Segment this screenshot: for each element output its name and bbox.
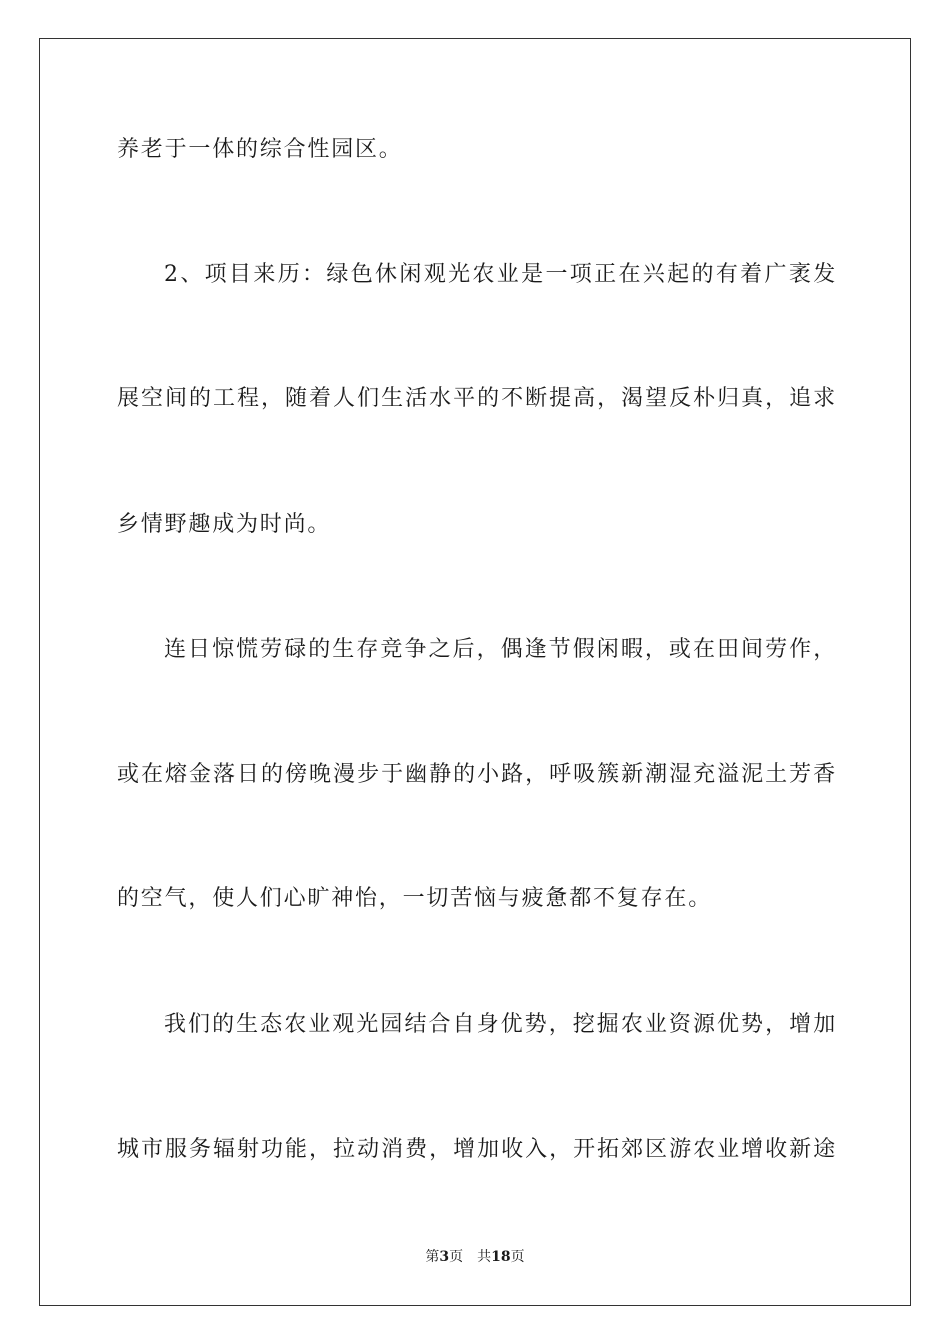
paragraph-line-3: 展空间的工程，随着人们生活水平的不断提高，渴望反朴归真，追求 [117, 386, 837, 411]
paragraph-line-8: 我们的生态农业观光园结合自身优势，挖掘农业资源优势，增加 [164, 1012, 837, 1037]
paragraph-line-5: 连日惊慌劳碌的生存竞争之后，偶逢节假闲暇，或在田间劳作， [164, 637, 837, 662]
paragraph-line-2: 2、项目来历：绿色休闲观光农业是一项正在兴起的有着广袤发 [164, 262, 837, 287]
footer-page-prefix: 第 [425, 1249, 440, 1265]
paragraph-line-9: 城市服务辐射功能，拉动消费，增加收入，开拓郊区游农业增收新途 [117, 1137, 837, 1162]
paragraph-line-4: 乡情野趣成为时尚。 [117, 512, 332, 537]
page-border [39, 38, 911, 1306]
footer-page-suffix: 页 [449, 1249, 464, 1265]
footer-total-prefix: 共 [477, 1249, 492, 1265]
footer-total-suffix: 页 [510, 1249, 525, 1265]
footer-current-page: 3 [439, 1249, 450, 1265]
paragraph-line-6: 或在熔金落日的傍晚漫步于幽静的小路，呼吸簇新潮湿充溢泥土芳香 [117, 762, 837, 787]
paragraph-line-1: 养老于一体的综合性园区。 [117, 137, 403, 162]
footer-total-pages: 18 [491, 1249, 511, 1265]
page-footer [0, 1247, 950, 1267]
paragraph-line-7: 的空气，使人们心旷神怡，一切苦恼与疲惫都不复存在。 [117, 886, 713, 911]
